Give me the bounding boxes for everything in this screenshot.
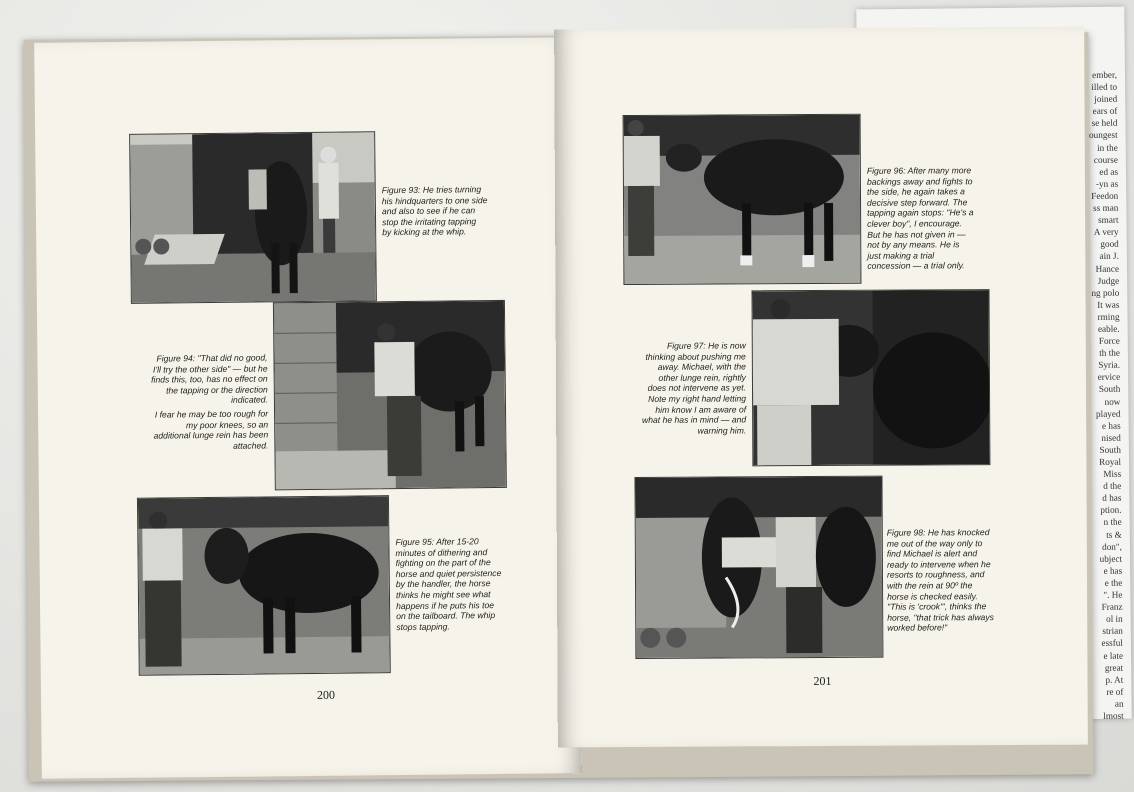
caption-line: on the tailboard. The whip: [396, 610, 496, 622]
caption-line: his hindquarters to one side: [381, 194, 488, 206]
jacket-text-line: lmost: [1103, 710, 1124, 721]
jacket-text-line: joined: [1094, 93, 1118, 105]
jacket-text-line: Force: [1098, 335, 1120, 346]
jacket-text-line: ember,: [1092, 69, 1118, 80]
jacket-text-line: e late: [1103, 650, 1124, 661]
caption-line: does not intervene as yet.: [647, 382, 747, 394]
figure-97-caption: [616, 340, 746, 436]
jacket-text-line: eable.: [1097, 323, 1120, 334]
jacket-text-line: ears of: [1092, 105, 1118, 117]
jacket-text-line: th the: [1099, 347, 1120, 359]
caption-line: not by any means. He is: [867, 239, 960, 250]
jacket-text-line: South: [1099, 444, 1121, 455]
jacket-text-line: ubject: [1099, 553, 1123, 564]
caption-line: indicated.: [231, 394, 268, 406]
caption-line: the tapping or the direction: [165, 384, 268, 396]
figure-98-photo: [634, 476, 883, 659]
jacket-text-line: oungest: [1088, 130, 1118, 141]
caption-line: worked before!": [887, 622, 948, 634]
caption-line: Figure 97: He is now: [666, 340, 746, 351]
jacket-text-line: A very: [1093, 226, 1119, 238]
figure-95-caption: [395, 536, 546, 633]
jacket-text-line: p. At: [1105, 674, 1124, 685]
caption-line: Figure 94: "That did no good,: [156, 352, 268, 364]
caption-line: "This is 'crook'", thinks the: [887, 601, 987, 612]
jacket-text-line: rming: [1097, 311, 1120, 322]
jacket-text-line: d the: [1103, 480, 1122, 492]
caption-line: resorts to roughness, and: [886, 569, 985, 581]
jacket-text-line: illed to: [1091, 81, 1118, 93]
jacket-text-line: ed as: [1099, 166, 1119, 177]
caption-line: Figure 96: After many more: [866, 165, 972, 176]
caption-line: me out of the way only to: [886, 537, 983, 549]
caption-line: with the rein at 90º the: [887, 580, 973, 591]
jacket-text-line: played: [1095, 408, 1121, 419]
figure-96-photo: [623, 114, 862, 285]
figure-98-caption: [887, 527, 1048, 634]
caption-line: just making a trial: [867, 250, 935, 261]
caption-line: ready to intervene when he: [886, 558, 991, 570]
caption-line: fighting on the part of the: [395, 557, 491, 569]
jacket-text-line: n the: [1103, 517, 1122, 528]
jacket-text-line: smart: [1098, 214, 1119, 226]
caption-line: find Michael is alert and: [886, 548, 978, 559]
jacket-text-line: course: [1093, 154, 1118, 165]
left-page-number: 200: [316, 687, 336, 702]
jacket-text-line: ption.: [1100, 505, 1122, 516]
jacket-text-line: Syria.: [1098, 359, 1121, 371]
right-page: [554, 27, 1088, 748]
figure-94-caption: [107, 352, 268, 452]
jacket-text-line: great: [1104, 662, 1124, 673]
jacket-text-line: good: [1100, 238, 1119, 250]
jacket-text-line: re of: [1106, 686, 1124, 697]
caption-line: horse, "that trick has always: [887, 611, 994, 623]
caption-line: tapping again stops: "He's a: [867, 207, 974, 219]
jacket-text-line: strian: [1102, 625, 1123, 637]
caption-line: Figure 95: After 15-20: [395, 536, 479, 548]
jacket-text-line: e has: [1103, 565, 1123, 576]
caption-line: I fear he may be too rough for: [154, 408, 269, 420]
jacket-text-line: nised: [1101, 432, 1121, 443]
jacket-text-line: now: [1104, 396, 1121, 407]
jacket-text-line: ts &: [1106, 529, 1122, 540]
jacket-text-line: ervice: [1097, 372, 1121, 383]
caption-line: the side, he again takes a: [866, 186, 965, 197]
figure-93-photo: [129, 131, 377, 304]
caption-line: stops tapping.: [396, 621, 450, 632]
caption-line: horse and quiet persistence: [395, 567, 502, 579]
caption-line: backings away and fights to: [866, 175, 973, 187]
caption-line: clever boy", I encourage.: [867, 218, 962, 229]
left-page: [34, 37, 582, 779]
jacket-text-line: ol in: [1106, 613, 1123, 625]
jacket-text-line: Feedon: [1091, 190, 1119, 201]
caption-line: by kicking at the whip.: [382, 226, 467, 238]
jacket-text-line: e the: [1104, 577, 1123, 588]
jacket-text-line: -yn as: [1095, 178, 1119, 189]
jacket-text-line: ss man: [1093, 202, 1119, 213]
figure-94-photo: [273, 300, 507, 490]
jacket-text-line: Royal: [1099, 456, 1122, 467]
jacket-text-line: essful: [1101, 638, 1123, 649]
figure-93-caption: [382, 183, 553, 238]
jacket-text-line: ain J.: [1099, 251, 1119, 262]
jacket-text-line: Hance: [1095, 263, 1120, 274]
caption-line: attached.: [232, 440, 269, 451]
caption-line: Figure 93: He tries turning: [381, 184, 482, 196]
jacket-text-line: don",: [1102, 541, 1122, 552]
caption-line: additional lunge rein has been: [153, 429, 269, 441]
caption-line: him know I am aware of: [655, 403, 747, 415]
caption-line: decisive step forward. The: [867, 197, 968, 208]
caption-line: and also to see if he can: [381, 205, 476, 217]
caption-line: my poor knees, so an: [185, 418, 269, 430]
caption-line: thinking about pushing me: [645, 350, 746, 362]
caption-line: minutes of dithering and: [395, 546, 488, 558]
caption-line: Figure 98: He has knocked: [886, 527, 990, 538]
figure-95-photo: [137, 495, 391, 676]
caption-line: away. Michael, with the: [657, 361, 746, 373]
caption-line: other lunge rein, rightly: [658, 372, 746, 383]
jacket-text-line: in the: [1097, 142, 1118, 153]
jacket-text-line: d has: [1102, 492, 1122, 504]
jacket-text-line: ng polo: [1091, 287, 1120, 298]
caption-line: But he has not given in —: [867, 228, 966, 240]
caption-line: stop the irritating tapping: [382, 216, 477, 227]
jacket-text-line: It was: [1097, 299, 1120, 310]
jacket-text-line: ". He: [1103, 589, 1123, 600]
caption-line: concession — a trial only.: [867, 260, 965, 272]
right-page-number: 201: [813, 673, 832, 689]
jacket-text-line: Franz: [1101, 601, 1123, 613]
caption-line: warning him.: [697, 425, 747, 436]
jacket-text-line: e has: [1101, 420, 1121, 431]
jacket-text-line: South: [1098, 384, 1121, 395]
caption-line: horse is checked easily.: [887, 590, 978, 602]
caption-line: Note my right hand letting: [648, 393, 747, 404]
caption-line: by the handler, the horse: [395, 578, 491, 590]
caption-line: finds this, too, has no effect on: [151, 373, 268, 385]
caption-line: happens if he puts his toe: [396, 599, 495, 611]
caption-line: I'll try the other side" — but he: [152, 363, 268, 375]
jacket-text-line: Judge: [1097, 275, 1120, 286]
jacket-text-line: se held: [1091, 118, 1118, 129]
caption-line: thinks he might see what: [395, 589, 491, 601]
figure-97-photo: [751, 289, 990, 466]
jacket-text-line: Miss: [1103, 468, 1122, 479]
caption-line: what he has in mind — and: [642, 414, 747, 426]
figure-96-caption: [867, 165, 1043, 272]
jacket-text-line: an: [1114, 698, 1124, 709]
